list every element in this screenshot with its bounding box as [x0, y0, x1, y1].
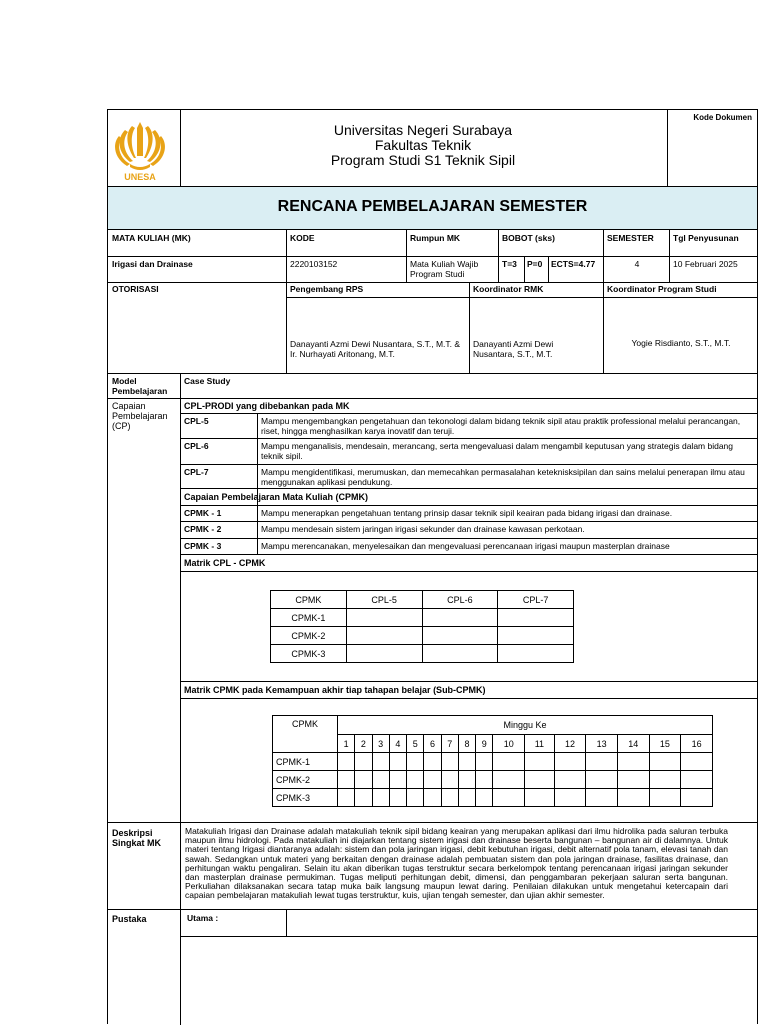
matrix-cell: [355, 789, 372, 807]
matrix-cell: [372, 789, 389, 807]
credits-practice: P=0: [527, 259, 543, 269]
matrix-cell: [407, 753, 424, 771]
course-cluster: Mata Kuliah Wajib Program Studi: [410, 259, 479, 279]
week-number-cell: 16: [681, 735, 713, 753]
week-number-cell: 3: [372, 735, 389, 753]
matrix-cell: [649, 771, 681, 789]
week-number-cell: 1: [338, 735, 355, 753]
matrix-cell: [525, 789, 555, 807]
faculty-name: Fakultas Teknik: [374, 137, 472, 153]
cluster-header: Rumpun MK: [410, 233, 461, 243]
program-coordinator-name: Yogie Risdianto, S.T., M.T.: [631, 338, 731, 348]
matrix-cell: [681, 789, 713, 807]
matrix-cell: [681, 753, 713, 771]
developer-names: Danayanti Azmi Dewi Nusantara, S.T., M.T. & Ir. Nurhayati Aritonang, M.T.: [290, 339, 461, 359]
week-number-cell: 10: [493, 735, 525, 753]
matrix-column-header: CPL-6: [422, 591, 498, 609]
semester-value: 4: [634, 259, 640, 269]
cpl-code: CPL-5: [184, 416, 209, 426]
matrix-corner-cell: CPMK: [273, 716, 338, 753]
matrix-row-header: CPMK-2: [273, 771, 338, 789]
matrix-cell: [649, 753, 681, 771]
developer-header: Pengembang RPS: [290, 284, 364, 294]
references-main-label: Utama :: [187, 913, 219, 923]
credits-theory: T=3: [502, 259, 517, 269]
matrix-cell: [458, 789, 475, 807]
matrix-cell: [493, 771, 525, 789]
matrix-cell: [554, 771, 586, 789]
matrix-row-header: CPMK-3: [273, 789, 338, 807]
matrix-cell: [458, 771, 475, 789]
matrix-cell: [458, 753, 475, 771]
week-number-cell: 9: [476, 735, 493, 753]
university-name: Universitas Negeri Surabaya: [333, 122, 513, 138]
code-header: KODE: [290, 233, 315, 243]
matrix-cell: [586, 753, 618, 771]
week-number-cell: 5: [407, 735, 424, 753]
matrix-cell: [586, 789, 618, 807]
matrix-cell: [617, 771, 649, 789]
matrix-row-header: CPMK-1: [273, 753, 338, 771]
week-number-cell: 12: [554, 735, 586, 753]
matrix-column-header: CPL-7: [498, 591, 574, 609]
matrix-cell: [355, 771, 372, 789]
matrix-cell: [476, 771, 493, 789]
matrix-cell: [525, 771, 555, 789]
matrix-cell: [441, 789, 458, 807]
week-header: Minggu Ke: [338, 716, 713, 735]
cpl-text: Mampu mengidentifikasi, merumuskan, dan memecahkan permasalahan keteknisksipilan dan sains melalui penerapan ilmu atau menggunakan aplikasi pendukung.: [261, 467, 745, 487]
document-code-label: Kode Dokumen: [693, 113, 752, 122]
matrix-cell: [476, 789, 493, 807]
rmk-coordinator-header: Koordinator RMK: [473, 284, 544, 294]
matrix-row-header: CPMK-1: [271, 609, 347, 627]
rmk-coordinator-name: Danayanti Azmi Dewi Nusantara, S.T., M.T.: [473, 339, 554, 359]
matrix-cell: [681, 771, 713, 789]
matrix-cell: [372, 771, 389, 789]
logo-wordmark: UNESA: [124, 172, 156, 182]
matrix-cell: [407, 771, 424, 789]
course-header: MATA KULIAH (MK): [112, 233, 191, 243]
references-label: Pustaka: [112, 914, 147, 924]
matrix-cell: [617, 789, 649, 807]
date-header: Tgl Penyusunan: [673, 233, 739, 243]
matrix-cell: [338, 753, 355, 771]
cpmk-code: CPMK - 2: [184, 524, 222, 534]
matrix-cpl-cpmk-table: [270, 590, 574, 663]
week-number-cell: 15: [649, 735, 681, 753]
date-value: 10 Februari 2025: [673, 259, 738, 269]
cpl-code: CPL-7: [184, 467, 209, 477]
credits-ects: ECTS=4.77: [551, 259, 596, 269]
week-number-cell: 14: [617, 735, 649, 753]
matrix-cell: [338, 771, 355, 789]
program-coordinator-header: Koordinator Program Studi: [607, 284, 717, 294]
description-text: Matakuliah Irigasi dan Drainase adalah matakuliah teknik sipil bidang keairan yang merupakan aplikasi dari ilmu hidrolika pada saluran terbuka maupun ilmu hidrologi. Pada matakuliah ini diajarkan tentang sistem irigasi dan drainase beserta bangunan – bangunan air di dalamnya. Untuk materi tentang Irigasi diantaranya adalah: sistem dan pola jaringan irigasi, debit kebutuhan irigasi, debit alternatif pola tanam, elevasi tanah dan sawah. Sedangkan untuk materi yang berkaitan dengan drainase adalah pembuatan sistem dan pola jaringan drainase, fasilitas drainase, dan perhitungan waktu pengaliran. Selain itu akan diberikan tugas terstruktur secara berkelompok tentang perencanaan irigasi jaringan sekunder dan masterplan drainase permukiman. Tugas meliputi perhitungan debit, dimensi, dan penggambaran pekerjaan saluran serta bangunan. Perkuliahan dilaksanakan secara tatap muka baik langsung maupun lewat daring. Penilaian dilakukan untuk mengetahui ketercapain dari capaian pembelajaran matakuliah lewat tugas terstruktur, kuis, ujian tengah semester, dan ujian akhir semester.: [185, 826, 728, 901]
matrix-cell: [493, 753, 525, 771]
cpmk-code: CPMK - 3: [184, 541, 222, 551]
matrix-cell: [338, 789, 355, 807]
authorization-label: OTORISASI: [112, 284, 159, 294]
week-number-cell: 11: [525, 735, 555, 753]
course-name: Irigasi dan Drainase: [112, 259, 193, 269]
program-name: Program Studi S1 Teknik Sipil: [330, 152, 516, 168]
matrix-cell: [389, 789, 406, 807]
course-code: 2220103152: [290, 259, 338, 269]
matrix-cell: [424, 771, 441, 789]
matrix-cell: [372, 753, 389, 771]
matrix-cell: [649, 789, 681, 807]
matrix-sub-cpmk-heading: Matrik CPMK pada Kemampuan akhir tiap tahapan belajar (Sub-CPMK): [184, 685, 486, 695]
week-number-cell: 8: [458, 735, 475, 753]
week-number-cell: 4: [389, 735, 406, 753]
week-number-cell: 2: [355, 735, 372, 753]
rps-document: [107, 109, 758, 1024]
matrix-cell: [493, 789, 525, 807]
cpmk-text: Mampu menerapkan pengetahuan tentang prinsip dasar teknik sipil keairan pada bidang irigasi dan drainase.: [261, 508, 673, 518]
model-label: Model Pembelajaran: [112, 376, 168, 396]
matrix-cpl-cpmk-heading: Matrik CPL - CPMK: [184, 558, 266, 568]
matrix-cell: [441, 771, 458, 789]
semester-header: SEMESTER: [607, 233, 654, 243]
matrix-sub-cpmk-table: [272, 715, 713, 807]
week-number-cell: 7: [441, 735, 458, 753]
matrix-row-header: CPMK-3: [271, 645, 347, 663]
matrix-column-header: CPL-5: [346, 591, 422, 609]
cpl-text: Mampu mengembangkan pengetahuan dan tekonologi dalam bidang teknik sipil atau praktik professional melalui perancangan, riset, hingga menghasilkan karya inovatif dan teruji.: [261, 416, 741, 436]
matrix-cell: [424, 753, 441, 771]
matrix-row-header: CPMK-2: [271, 627, 347, 645]
description-label: Deskripsi Singkat MK: [112, 828, 162, 848]
cpl-code: CPL-6: [184, 441, 209, 451]
week-number-cell: 6: [424, 735, 441, 753]
cpl-text: Mampu menganalisis, mendesain, merancang, serta mengevaluasi dalam mengambil keputusan yang strategis dalam bidang teknik sipil.: [261, 441, 734, 461]
matrix-cell: [525, 753, 555, 771]
matrix-cell: [355, 753, 372, 771]
matrix-cell: [586, 771, 618, 789]
cpmk-text: Mampu mendesain sistem jaringan irigasi sekunder dan drainase kawasan perkotaan.: [261, 524, 585, 534]
matrix-cell: [441, 753, 458, 771]
cpl-heading: CPL-PRODI yang dibebankan pada MK: [184, 401, 350, 411]
matrix-cell: [424, 789, 441, 807]
cpmk-code: CPMK - 1: [184, 508, 222, 518]
page-title: RENCANA PEMBELAJARAN SEMESTER: [277, 198, 588, 215]
matrix-corner-cell: CPMK: [271, 591, 347, 609]
matrix-cell: [389, 771, 406, 789]
cp-label: Capaian Pembelajaran (CP): [112, 401, 168, 431]
week-number-cell: 13: [586, 735, 618, 753]
matrix-cell: [617, 753, 649, 771]
unesa-logo: [112, 114, 168, 184]
credits-header: BOBOT (sks): [502, 233, 555, 243]
matrix-cell: [554, 753, 586, 771]
matrix-cell: [407, 789, 424, 807]
model-value: Case Study: [184, 376, 231, 386]
matrix-cell: [476, 753, 493, 771]
cpmk-text: Mampu merencanakan, menyelesaikan dan mengevaluasi perencanaan irigasi maupun masterplan drainase: [261, 541, 670, 551]
matrix-cell: [389, 753, 406, 771]
matrix-cell: [554, 789, 586, 807]
cpmk-heading: Capaian Pembelajaran Mata Kuliah (CPMK): [184, 492, 369, 502]
